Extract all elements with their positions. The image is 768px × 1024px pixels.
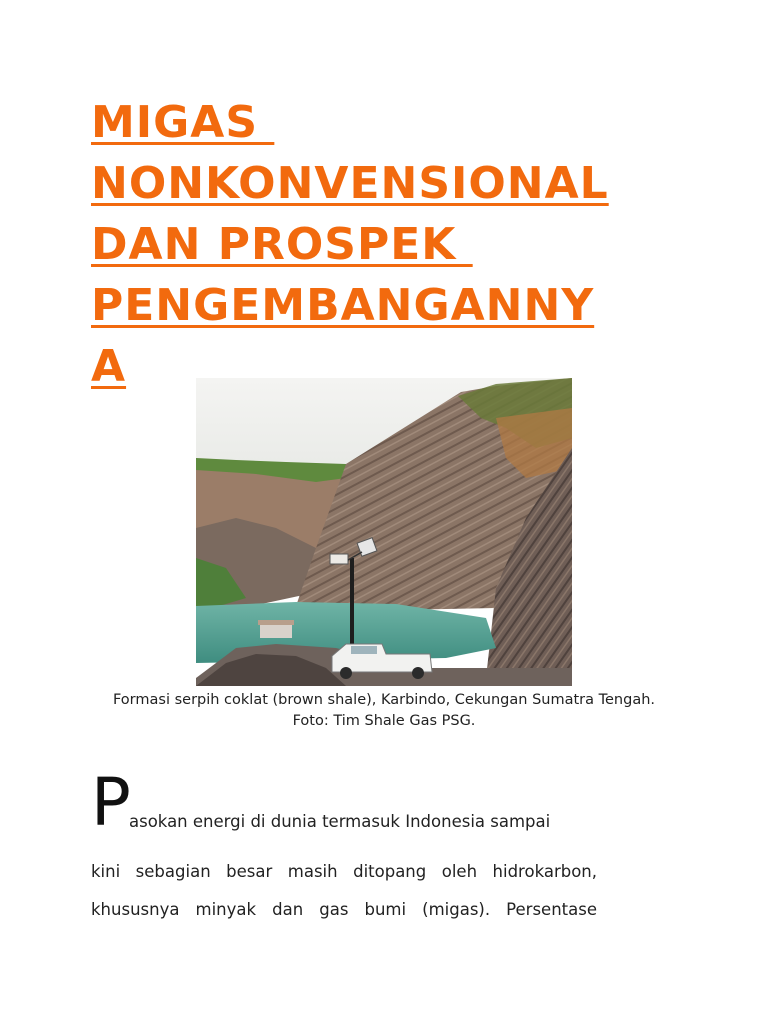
paragraph-line: kini sebagian besar masih ditopang oleh hidrokarbon, [91, 862, 597, 881]
title-line: A [91, 341, 127, 392]
shale-formation-photo [196, 378, 572, 686]
photo-caption [60, 690, 708, 732]
paragraph-line: asokan energi di dunia termasuk Indonesia sampai [129, 812, 551, 831]
article-title [91, 92, 651, 397]
title-line: NONKONVENSIONAL [91, 158, 609, 209]
title-line: MIGAS [91, 97, 275, 148]
paragraph-line: khususnya minyak dan gas bumi (migas). Persentase [91, 900, 597, 919]
caption-line: Formasi serpih coklat (brown shale), Karbindo, Cekungan Sumatra Tengah. [112, 692, 656, 708]
title-line: PENGEMBANGANNY [91, 280, 595, 331]
title-line: DAN PROSPEK [91, 219, 473, 270]
caption-line: Foto: Tim Shale Gas PSG. [292, 713, 476, 729]
drop-cap: P [91, 764, 131, 841]
